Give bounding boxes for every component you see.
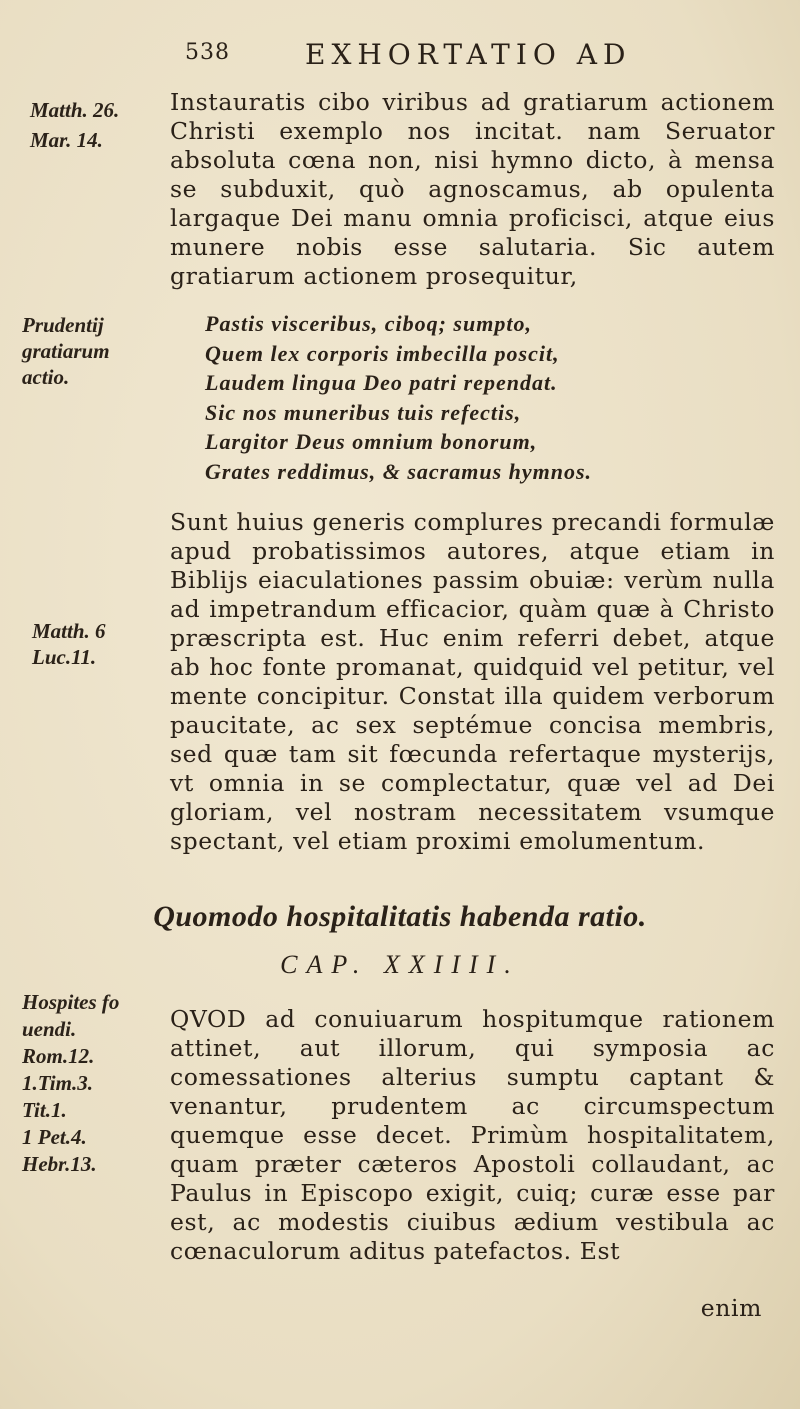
text-block-1 (170, 88, 775, 291)
verse-line: Pastis visceribus, ciboq; sumpto, (205, 311, 532, 336)
running-head: EXHORTATIO AD (305, 38, 632, 71)
text-block-2 (170, 508, 775, 856)
margin-note-hospites: Hospites fo uendi. Rom.12. 1.Tim.3. Tit.1. 1 Pet.4. Hebr.13. (22, 990, 120, 1176)
text-block-3 (170, 1005, 775, 1266)
paragraph-1: Instauratis cibo viribus ad gratiarum actionem Christi exemplo nos incitat. nam Seruator absoluta cœna non, nisi hymno dicto, à mensa se subduxit, quò agnoscamus, ab opulenta largaque Dei manu omnia proficisci, atque eius munere nobis esse salutaria. Sic autem gratiarum actionem prosequitur, (170, 88, 775, 290)
margin-note-matth: Matth. 26. (30, 98, 120, 122)
paragraph-3: QVOD ad conuiuarum hospitumque rationem attinet, aut illorum, qui symposia ac comessationes alterius sumptu captant & venantur, prudentem ac circumspectum quemque esse decet. Primùm hospitalitatem, quam præter cæteros Apostoli collaudant, ac Paulus in Episcopo exigit, cuiq; curæ esse par est, ac modestis ciuibus ædium vestibula ac cœnaculorum aditus patefactos. Est (170, 1005, 775, 1265)
margin-note-mar: Mar. 14. (30, 128, 103, 152)
chapter-heading: CAP. XXIIII. (280, 950, 520, 979)
verse-line: Quem lex corporis imbecilla poscit, (205, 340, 560, 366)
catchword: enim (700, 1294, 762, 1322)
verse-line: Largitor Deus omnium bonorum, (205, 429, 538, 454)
verse-block (205, 309, 775, 486)
page-header (0, 40, 800, 80)
margin-note-matth-luc: Matth. 6 Luc.11. (32, 619, 106, 669)
section-heading: Quomodo hospitalitatis habenda ratio. (153, 900, 647, 933)
margin-note-prudentij: Prudentij gratiarum actio. (22, 313, 110, 389)
paragraph-2: Sunt huius generis complures precandi formulæ apud probatissimos autores, atque etiam in Biblijs eiaculationes passim obuiæ: verùm nulla ad impetrandum efficacior, quàm quæ à Christo præscripta est. Huc enim referri debet, atque ab hoc fonte promanat, quidquid vel petitur, vel mente concipitur. Constat illa quidem verborum paucitate, ac sex septémue concisa membris, sed quæ tam sit fœcunda refertaque mysterijs, vt omnia in se complectatur, quæ vel ad Dei gloriam, vel nostram necessitatem vsumque spectant, vel etiam proximi emolumentum. (170, 508, 775, 855)
verse-line: Grates reddimus, & sacramus hymnos. (205, 458, 593, 484)
verse-line: Sic nos muneribus tuis refectis, (205, 399, 522, 425)
verse-line: Laudem lingua Deo patri rependat. (205, 370, 558, 395)
page-number: 538 (185, 40, 230, 65)
